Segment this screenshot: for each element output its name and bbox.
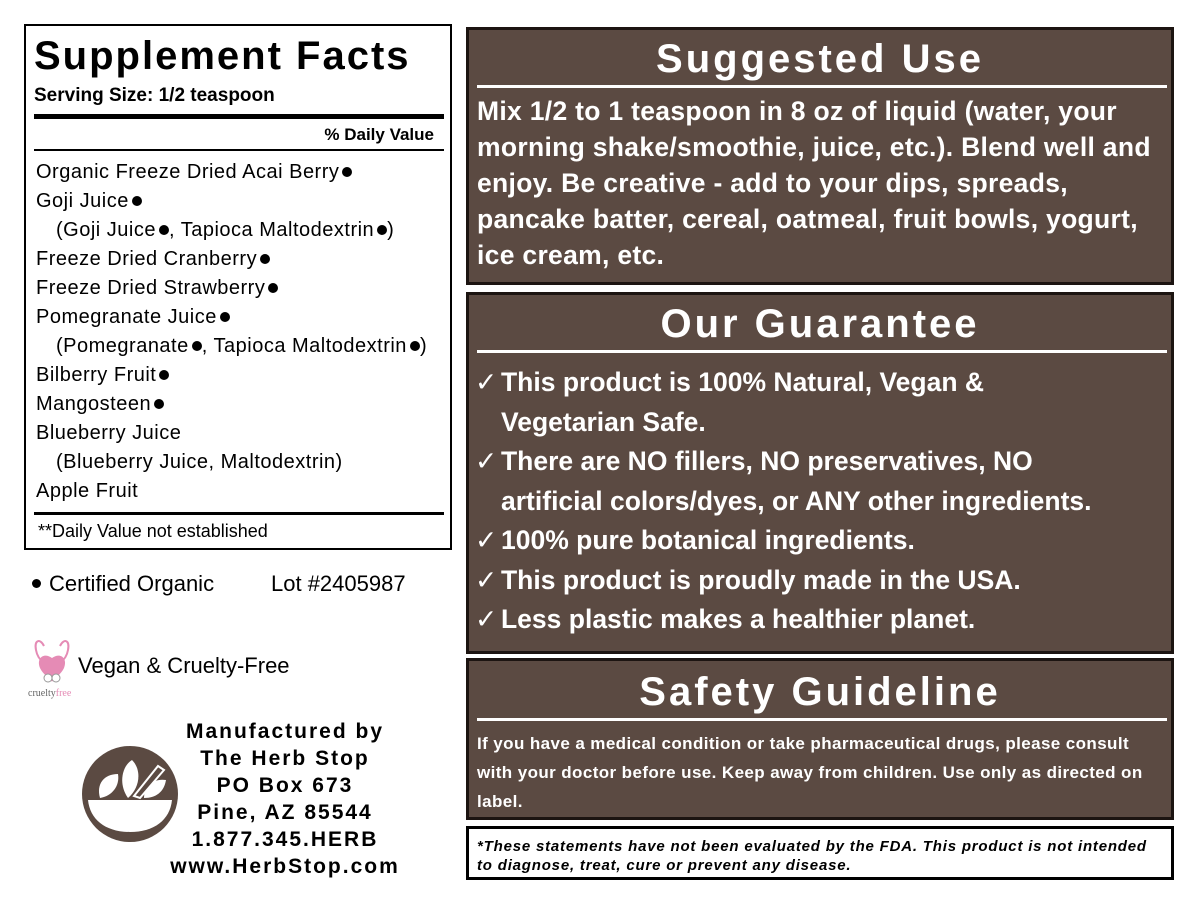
free-text: free <box>55 688 72 699</box>
ingredient-name: Pomegranate Juice <box>36 306 217 328</box>
ingredient-row <box>36 390 450 419</box>
organic-dot-icon <box>260 254 270 264</box>
guarantee-item <box>475 363 1171 403</box>
ingredient-row <box>36 216 450 245</box>
guarantee-item <box>475 403 1171 443</box>
ingredient-row <box>36 448 450 477</box>
ingredient-close-paren: ) <box>419 335 428 357</box>
checkmark-icon: ✓ <box>475 604 498 635</box>
fda-disclaimer: *These statements have not been evaluated by the FDA. This product is not intended to diagnose, treat, cure or prevent any disease. <box>466 826 1174 880</box>
daily-value-header: % Daily Value <box>324 125 434 144</box>
ingredient-row <box>36 303 450 332</box>
ingredient-close-paren: ) <box>387 219 395 241</box>
ingredient-row <box>36 245 450 274</box>
safety-box <box>466 658 1174 820</box>
guarantee-item <box>475 482 1171 522</box>
ingredient-name: Bilberry Fruit <box>36 364 157 386</box>
guarantee-item-text: Less plastic makes a healthier planet. <box>501 604 976 634</box>
manufacturer-line: Pine, AZ 85544 <box>197 801 373 824</box>
guarantee-item <box>475 600 1171 640</box>
svg-text:crueltyfree <box>28 688 72 699</box>
safety-text: If you have a medical condition or take pharmaceutical drugs, please consult with your doctor before use. Keep away from children. Use only as directed on label. <box>477 734 1143 811</box>
guarantee-item <box>475 521 1171 561</box>
ingredient-name: (Goji Juice <box>56 219 156 241</box>
ingredient-row <box>36 361 450 390</box>
certified-organic-legend <box>32 571 214 597</box>
manufacturer-line: The Herb Stop <box>200 747 370 770</box>
ingredient-name-tail: , Tapioca Maltodextrin <box>201 335 407 357</box>
certified-organic-text: Certified Organic <box>49 571 215 596</box>
organic-dot-icon <box>159 370 169 380</box>
organic-dot-icon <box>377 225 387 235</box>
organic-dot-icon <box>220 312 230 322</box>
safety-title: Safety Guideline <box>639 670 1001 714</box>
ingredient-row <box>36 419 450 448</box>
organic-dot-icon <box>268 283 278 293</box>
guarantee-item-text: artificial colors/dyes, or ANY other ingredients. <box>501 485 1092 516</box>
checkmark-icon: ✓ <box>475 564 498 596</box>
ingredient-row <box>36 187 450 216</box>
organic-dot-icon <box>154 399 164 409</box>
vegan-cruelty-free-text: Vegan & Cruelty-Free <box>78 653 290 678</box>
guarantee-item-text: Vegetarian Safe. <box>501 406 706 437</box>
ingredient-name-tail: , Tapioca Maltodextrin <box>168 219 375 241</box>
suggested-use-box <box>466 27 1174 285</box>
guarantee-item-text: 100% pure botanical ingredients. <box>501 525 915 555</box>
cruelty-text: cruelty <box>28 688 56 699</box>
lot-number: Lot #2405987 <box>271 571 406 596</box>
ingredient-row <box>36 274 450 303</box>
ingredient-name: Apple Fruit <box>36 480 139 502</box>
ingredient-list <box>36 158 450 506</box>
guarantee-list <box>469 353 1171 640</box>
manufacturer-line: Manufactured by <box>185 720 385 743</box>
manufacturer-info <box>160 718 410 880</box>
facts-divider <box>34 512 444 515</box>
organic-dot-icon <box>410 341 420 351</box>
suggested-use-title: Suggested Use <box>656 37 984 81</box>
ingredient-name: Mangosteen <box>36 393 152 415</box>
organic-dot-icon <box>159 225 169 235</box>
ingredient-name: Goji Juice <box>36 190 129 212</box>
guarantee-item-text: There are NO fillers, NO preservatives, NO <box>501 446 1033 476</box>
manufacturer-line: 1.877.345.HERB <box>191 828 379 851</box>
checkmark-icon: ✓ <box>475 446 498 477</box>
manufacturer-line: PO Box 673 <box>216 774 354 797</box>
guarantee-item <box>475 442 1171 482</box>
ingredient-name: Organic Freeze Dried Acai Berry <box>36 161 340 183</box>
organic-dot-icon <box>32 579 41 588</box>
guarantee-box <box>466 292 1174 654</box>
guarantee-item-text: This product is proudly made in the USA. <box>501 564 1021 595</box>
facts-title: Supplement Facts <box>34 34 411 78</box>
daily-value-note: **Daily Value not established <box>38 521 268 541</box>
ingredient-name: (Blueberry Juice, Maltodextrin) <box>56 451 343 473</box>
ingredient-row <box>36 477 450 506</box>
checkmark-icon: ✓ <box>475 525 498 556</box>
checkmark-icon: ✓ <box>475 367 498 398</box>
suggested-use-text: Mix 1/2 to 1 teaspoon in 8 oz of liquid (water, your morning shake/smoothie, juice, etc.). Blend well and enjoy. Be creative - add to your dips, spreads, pancake batter, cereal, oatmeal, fruit bowls, yogurt, ice cream, etc. <box>477 96 1151 270</box>
ingredient-name: Freeze Dried Strawberry <box>36 277 266 299</box>
ingredient-row <box>36 332 450 361</box>
facts-divider <box>34 149 444 151</box>
manufacturer-line: www.HerbStop.com <box>170 855 400 878</box>
facts-divider <box>34 114 444 119</box>
cruelty-free-bunny-icon <box>26 636 86 700</box>
organic-dot-icon <box>132 196 142 206</box>
ingredient-name: Freeze Dried Cranberry <box>36 248 258 270</box>
supplement-facts-panel <box>24 24 452 550</box>
guarantee-title: Our Guarantee <box>660 302 980 346</box>
guarantee-item <box>475 561 1171 601</box>
ingredient-name: Blueberry Juice <box>36 422 182 444</box>
organic-dot-icon <box>342 167 352 177</box>
guarantee-item-text: This product is 100% Natural, Vegan & <box>501 367 985 397</box>
ingredient-name: (Pomegranate <box>56 335 189 357</box>
serving-size: Serving Size: 1/2 teaspoon <box>34 85 275 106</box>
organic-dot-icon <box>192 341 202 351</box>
ingredient-row <box>36 158 450 187</box>
